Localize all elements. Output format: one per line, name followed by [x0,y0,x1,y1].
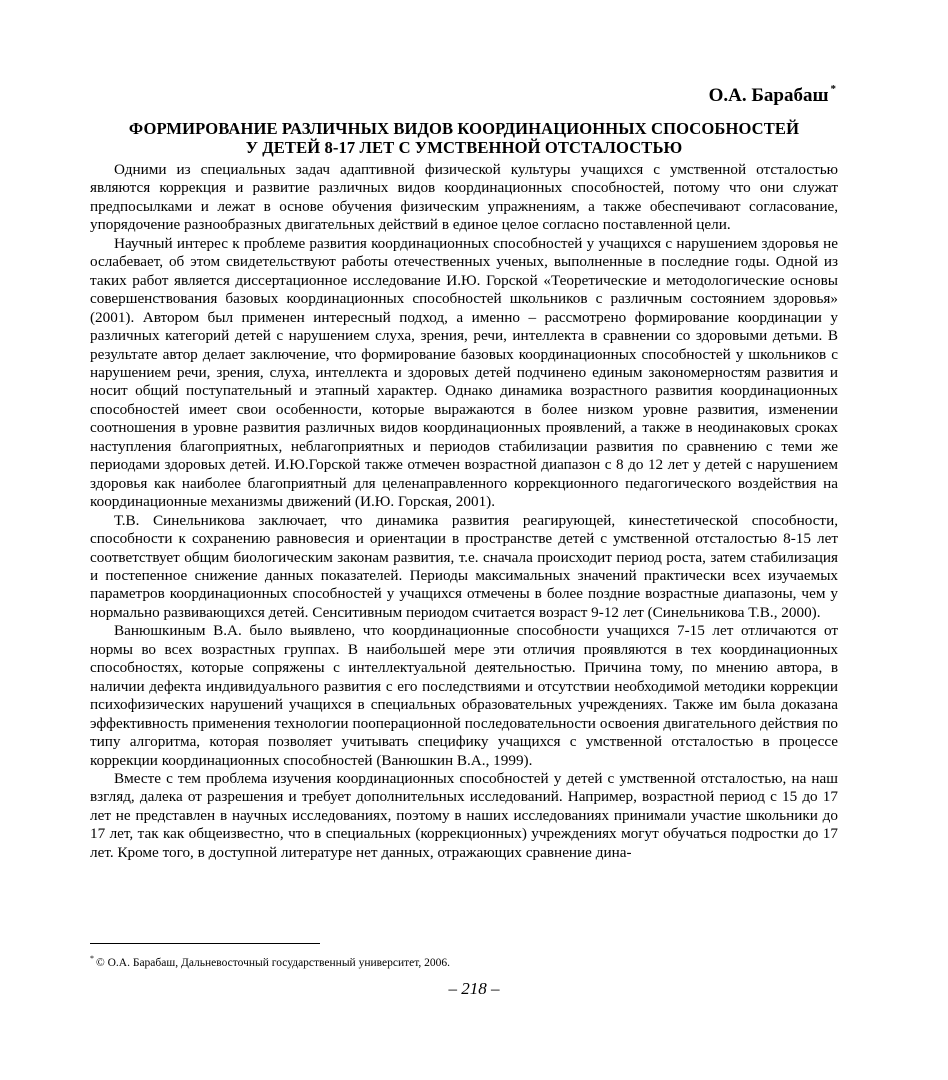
paper-title-line-2: У ДЕТЕЙ 8-17 ЛЕТ С УМСТВЕННОЙ ОТСТАЛОСТЬЮ [245,138,683,157]
paragraph-2: Научный интерес к проблеме развития координационных способностей у учащихся с нарушением здоровья не ослабевает, об этом свидетельствуют работы отечественных ученых, выполненные в последние годы. Одной из таких работ является диссертационное исследование И.Ю. Горской «Теоретические и методологические основы совершенствования базовых координационных способностей школьников с различным состоянием здоровья» (2001). Автором был применен интересный подход, а именно – рассмотрено формирование координации у различных категорий детей с нарушением слуха, зрения, речи, интеллекта в сравнении со здоровыми детьми. В результате автор делает заключение, что формирование базовых координационных способностей у школьников с нарушением речи, зрения, слуха, интеллекта и здоровых детей подчинено единым закономерностям развития и носит общий поступательный и этапный характер. Однако динамика возрастного развития координационных способностей имеет свои особенности, которые выражаются в более низком уровне развития, изменении соотношения в уровне развития различных видов координационных проявлений, а также в неодинаковых сроках наступления благоприятных, неблагоприятных и периодов стабилизации развития по сравнению с теми же периодами здоровых детей. И.Ю.Горской также отмечен возрастной диапазон с 8 до 12 лет у детей с нарушением здоровья как наиболее благоприятный для целенаправленного коррекционного педагогического воздействия на координационные механизмы движений (И.Ю. Горская, 2001). [90,234,838,511]
page-number: – 218 – [448,979,500,998]
author-name-text: О.А. Барабаш [708,85,829,106]
paragraph-1: Одними из специальных задач адаптивной физической культуры учащихся с умственной отсталостью являются коррекция и развитие различных видов координационных способностей, потому что они служат предпосылками и лежат в основе обучения физическим упражнениям, а также обеспечивают согласование, упорядочение разнообразных двигательных действий в единое целое согласно поставленной цели. [90,161,838,234]
author-footnote-mark[interactable]: * [830,83,836,95]
footnote-text: © О.А. Барабаш, Дальневосточный государственный университет, 2006. [96,957,451,969]
paragraph-5: Вместе с тем проблема изучения координационных способностей у детей с умственной отсталостью, на наш взгляд, далека от разрешения и требует дополнительных исследований. Например, возрастной период с 15 до 17 лет не представлен в научных исследованиях, поэтому в наших исследованиях принимали участие школьники до 17 лет, так как общеизвестно, что в специальных (коррекционных) учреждениях могут обучаться подростки до 17 лет. Кроме того, в доступной литературе нет данных, отражающих сравнение дина- [90,769,838,861]
footnote-divider [90,943,320,944]
footnote-mark: * [90,954,94,963]
paragraph-3: Т.В. Синельникова заключает, что динамика развития реагирующей, кинестетической способности, способности к сохранению равновесия и ориентации в пространстве детей с умственной отсталостью 8-15 лет соответствует общим биологическим законам развития, т.е. сначала происходит период роста, затем стабилизация и постепенное снижение данных показателей. Периоды максимальных значений практически всех изучаемых параметров координационных способностей у учащихся отмечены в более поздние возрастные диапазоны, чем у нормально развивающихся детей. Сенситивным периодом считается возраст 9-12 лет (Синельникова Т.В., 2000). [90,511,838,621]
footnote [90,952,450,970]
author-name [90,78,836,107]
page-content [90,78,838,862]
body-text [90,161,838,862]
paper-title [90,119,838,157]
paragraph-4: Ванюшкиным В.А. было выявлено, что координационные способности учащихся 7-15 лет отличаются от нормы во всех возрастных группах. В наибольшей мере эти отличия проявляются в тех координационных способностях, которые сопряжены с интеллектуальной деятельностью. Причина тому, по мнению автора, в наличии дефекта индивидуального развития с его последствиями и отсутствии необходимой методики коррекции психофизических нарушений учащихся в специальных образовательных учреждениях. Также им была доказана эффективность применения технологии пооперационной последовательности освоения двигательного действия по типу алгоритма, которая позволяет учитывать специфику учащихся с умственной отсталостью в процессе коррекции координационных способностей (Ванюшкин В.А., 1999). [90,622,838,769]
paper-title-line-1: ФОРМИРОВАНИЕ РАЗЛИЧНЫХ ВИДОВ КООРДИНАЦИОННЫХ СПОСОБНОСТЕЙ [128,119,800,138]
